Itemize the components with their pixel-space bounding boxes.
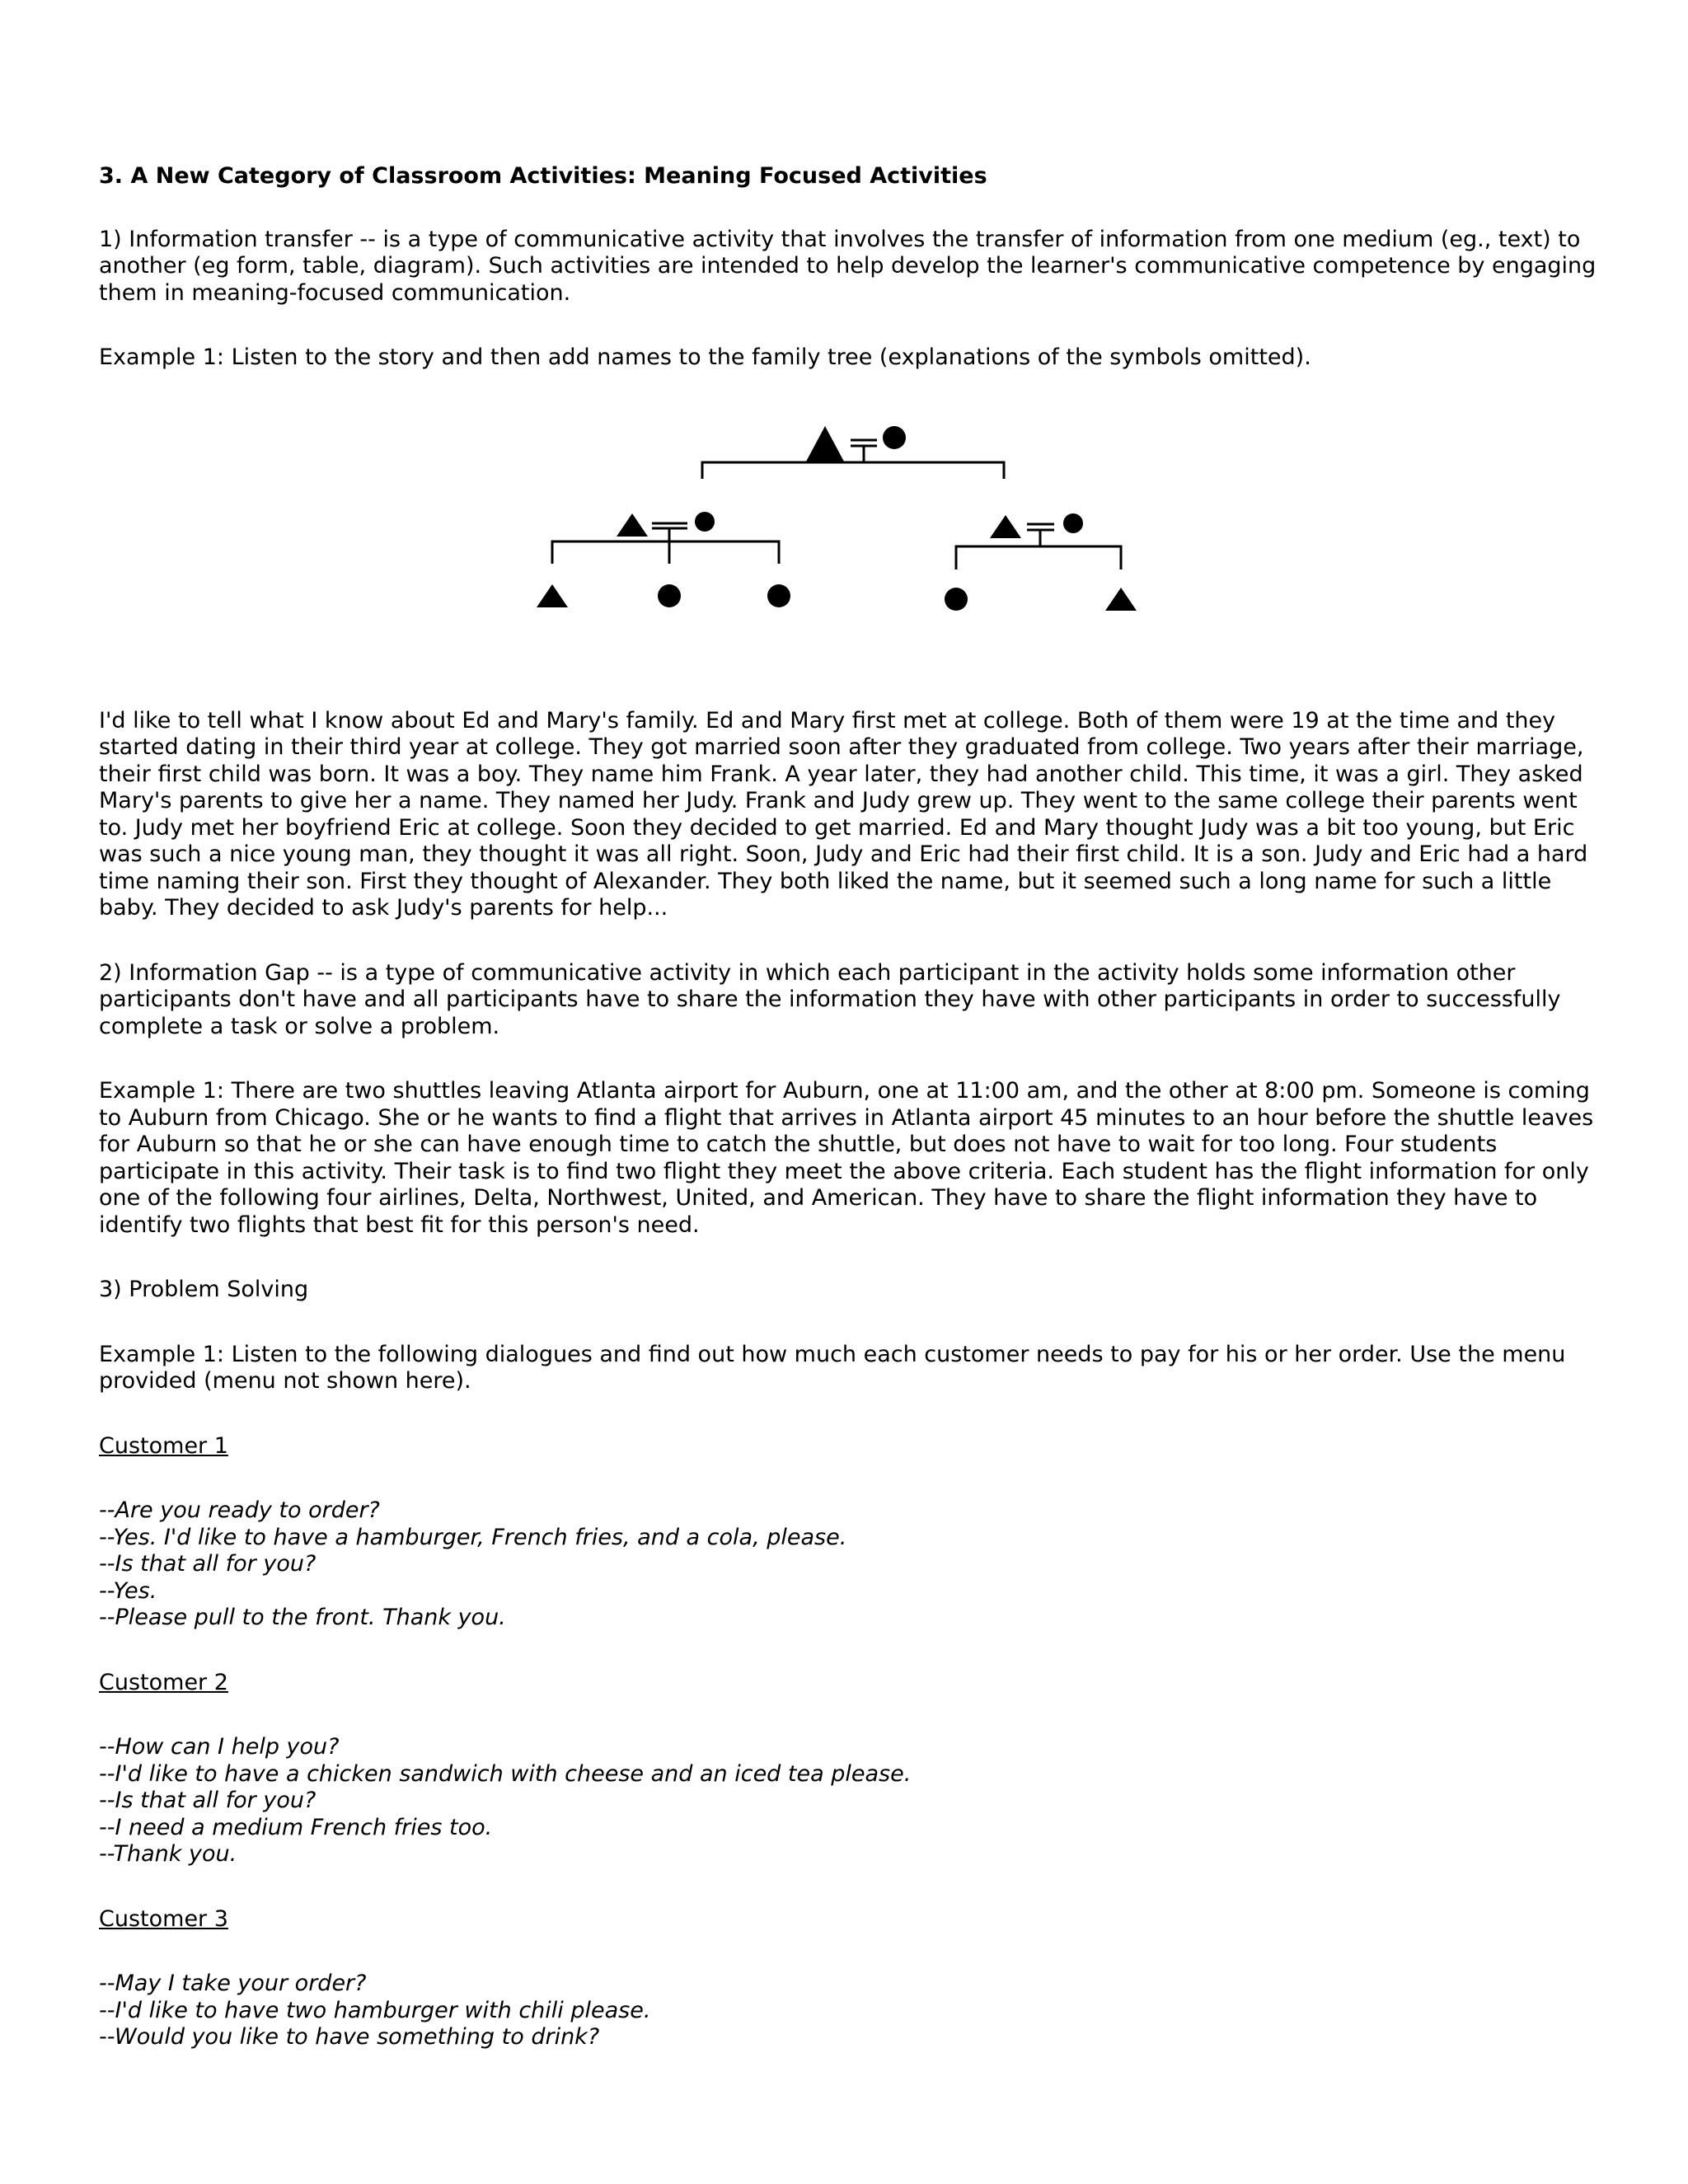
- female-circle-icon: [695, 512, 715, 532]
- female-circle-icon: [767, 584, 790, 607]
- female-circle-icon: [658, 584, 681, 607]
- female-circle-icon: [883, 426, 906, 449]
- branch-line-left: [552, 541, 779, 564]
- dialogue-line: --I'd like to have a chicken sandwich with cheese and an iced tea please.: [99, 1760, 912, 1787]
- customer-1-dialogue: [99, 1497, 1599, 1632]
- dialogue-line: --May I take your order?: [99, 1971, 367, 1996]
- female-circle-icon: [1063, 513, 1083, 533]
- customer-1-label: Customer 1: [99, 1432, 228, 1459]
- information-transfer-definition: 1) Information transfer -- is a type of communicative activity that involves the transfer of information from one medium (eg., text) to another (eg form, table, diagram). Such activities are intended to help develop the learner's communicative competence by engaging them in meaning-focused communication.: [99, 226, 1597, 306]
- dialogue-line: --Is that all for you?: [99, 1551, 316, 1577]
- dialogue-line: --Is that all for you?: [99, 1788, 316, 1813]
- customer-3-dialogue: [99, 1971, 1599, 2051]
- male-triangle-icon: [1105, 588, 1137, 611]
- information-transfer-example: Example 1: Listen to the story and then add names to the family tree (explanations of the symbols omitted).: [99, 344, 1311, 370]
- male-triangle-icon: [990, 515, 1021, 538]
- family-tree-svg: [99, 396, 1599, 701]
- customer-2-dialogue: [99, 1734, 1599, 1868]
- male-triangle-icon: [537, 584, 568, 607]
- information-gap-example: Example 1: There are two shuttles leaving Atlanta airport for Auburn, one at 11:00 am, and the other at 8:00 pm. Someone is coming to Auburn from Chicago. She or he wants to find a flight that arrives in Atlanta airport 45 minutes to an hour before the shuttle leaves for Auburn so that he or she can have enough time to catch the shuttle, but does not have to wait for too long. Four students participate in this activity. Their task is to find two flight they meet the above criteria. Each student has the flight information for only one of the following four airlines, Delta, Northwest, United, and American. They have to share the flight information they have to identify two flights that best fit for this person's need.: [99, 1078, 1594, 1238]
- section-heading: 3. A New Category of Classroom Activities: Meaning Focused Activities: [99, 163, 987, 189]
- dialogue-line: --Yes. I'd like to have a hamburger, French fries, and a cola, please.: [99, 1524, 847, 1550]
- male-triangle-icon: [617, 513, 648, 537]
- customer-3-label: Customer 3: [99, 1905, 228, 1932]
- dialogue-line: --Please pull to the front. Thank you.: [99, 1605, 506, 1630]
- document-body: [99, 163, 1599, 2089]
- family-tree-diagram: [99, 396, 1599, 701]
- marriage-symbol-left-couple: [652, 523, 687, 541]
- dialogue-line: --I need a medium French fries too.: [99, 1814, 493, 1840]
- branch-line-top: [702, 462, 1004, 479]
- problem-solving-example: Example 1: Listen to the following dialogues and find out how much each customer needs to pay for his or her order. Use the menu provided (menu not shown here).: [99, 1341, 1566, 1394]
- dialogue-line: --Would you like to have something to drink?: [99, 2024, 600, 2050]
- dialogue-line: --Are you ready to order?: [99, 1497, 380, 1523]
- family-story: I'd like to tell what I know about Ed and Mary's family. Ed and Mary first met at college. Both of them were 19 at the time and they started dating in their third year at college. They got married soon after they graduated from college. Two years after their marriage, their first child was born. It was a boy. They name him Frank. A year later, they had another child. This time, it was a girl. They asked Mary's parents to give her a name. They named her Judy. Frank and Judy grew up. They went to the same college their parents went to. Judy met her boyfriend Eric at college. Soon they decided to get married. Ed and Mary thought Judy was a bit too young, but Eric was such a nice young man, they thought it was all right. Soon, Judy and Eric had their first child. It is a son. Judy and Eric had a hard time naming their son. First they thought of Alexander. They both liked the name, but it seemed such a long name for such a little baby. They decided to ask Judy's parents for help...: [99, 707, 1588, 921]
- marriage-symbol-right-couple: [1027, 524, 1054, 546]
- information-gap-definition: 2) Information Gap -- is a type of communicative activity in which each participant in the activity holds some information other participants don't have and all participants have to share the information they have with other participants in order to successfully complete a task or solve a problem.: [99, 959, 1561, 1039]
- dialogue-line: --How can I help you?: [99, 1734, 340, 1760]
- dialogue-line: --I'd like to have two hamburger with chili please.: [99, 1997, 651, 2023]
- branch-line-right: [956, 546, 1121, 569]
- customer-2-label: Customer 2: [99, 1669, 228, 1695]
- female-circle-icon: [945, 588, 968, 611]
- dialogue-line: --Thank you.: [99, 1841, 237, 1867]
- marriage-symbol-grandparents: [851, 440, 877, 462]
- dialogue-line: --Yes.: [99, 1577, 157, 1604]
- male-triangle-icon: [806, 426, 844, 462]
- problem-solving-title: 3) Problem Solving: [99, 1277, 309, 1302]
